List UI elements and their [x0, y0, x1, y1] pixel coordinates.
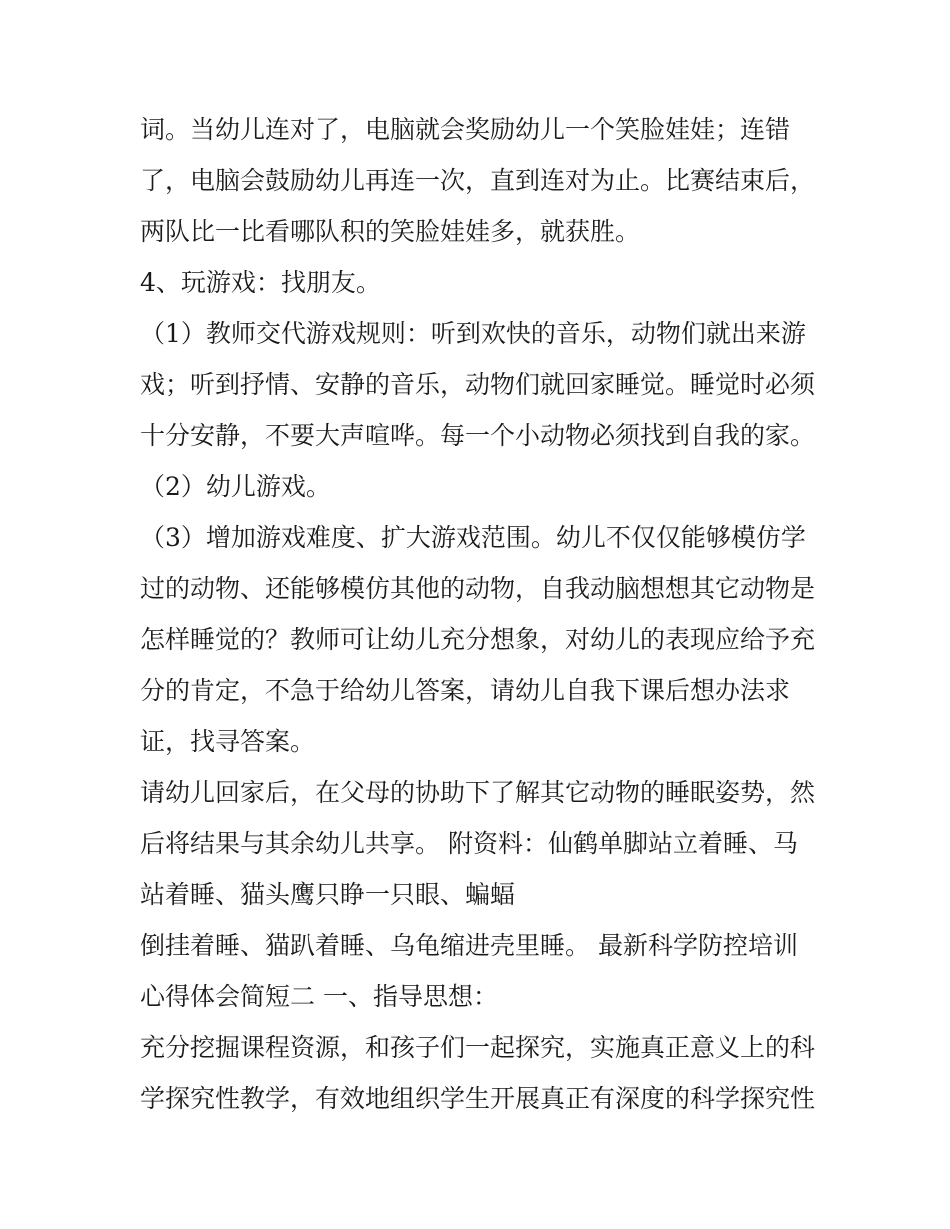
text-line: 请幼儿回家后，在父母的协助下了解其它动物的睡眠姿势，然: [140, 778, 816, 807]
text-line: 证，找寻答案。: [140, 727, 316, 756]
text-line: 4、玩游戏：找朋友。: [140, 268, 381, 297]
text-line: 充分挖掘课程资源，和孩子们一起探究，实施真正意义上的科: [140, 1033, 816, 1062]
text-line: 过的动物、还能够模仿其他的动物，自我动脑想想其它动物是: [140, 574, 816, 603]
document-body: [140, 104, 830, 1124]
text-line: 词。当幼儿连对了，电脑就会奖励幼儿一个笑脸娃娃；连错: [140, 115, 791, 144]
text-line: 怎样睡觉的？教师可让幼儿充分想象，对幼儿的表现应给予充: [140, 625, 816, 654]
text-line: （2）幼儿游戏。: [140, 472, 331, 501]
text-line: （3）增加游戏难度、扩大游戏范围。幼儿不仅仅能够模仿学: [140, 523, 806, 552]
text-line: （1）教师交代游戏规则：听到欢快的音乐，动物们就出来游: [140, 319, 806, 348]
text-line: 十分安静，不要大声喧哗。每一个小动物必须找到自我的家。: [140, 421, 816, 450]
text-line: 倒挂着睡、猫趴着睡、乌龟缩进壳里睡。 最新科学防控培训: [140, 931, 798, 960]
text-line: 后将结果与其余幼儿共享。 附资料：仙鹤单脚站立着睡、马: [140, 829, 798, 858]
text-line: 戏；听到抒情、安静的音乐，动物们就回家睡觉。睡觉时必须: [140, 370, 816, 399]
text-line: 了，电脑会鼓励幼儿再连一次，直到连对为止。比赛结束后，: [140, 166, 816, 195]
text-line: 两队比一比看哪队积的笑脸娃娃多，就获胜。: [140, 217, 641, 246]
text-line: 分的肯定，不急于给幼儿答案，请幼儿自我下课后想办法求: [140, 676, 791, 705]
text-line: 心得体会简短二 一、指导思想：: [140, 982, 498, 1011]
text-line: 学探究性教学，有效地组织学生开展真正有深度的科学探究性: [140, 1084, 816, 1113]
text-line: 站着睡、猫头鹰只睁一只眼、蝙蝠: [140, 880, 516, 909]
